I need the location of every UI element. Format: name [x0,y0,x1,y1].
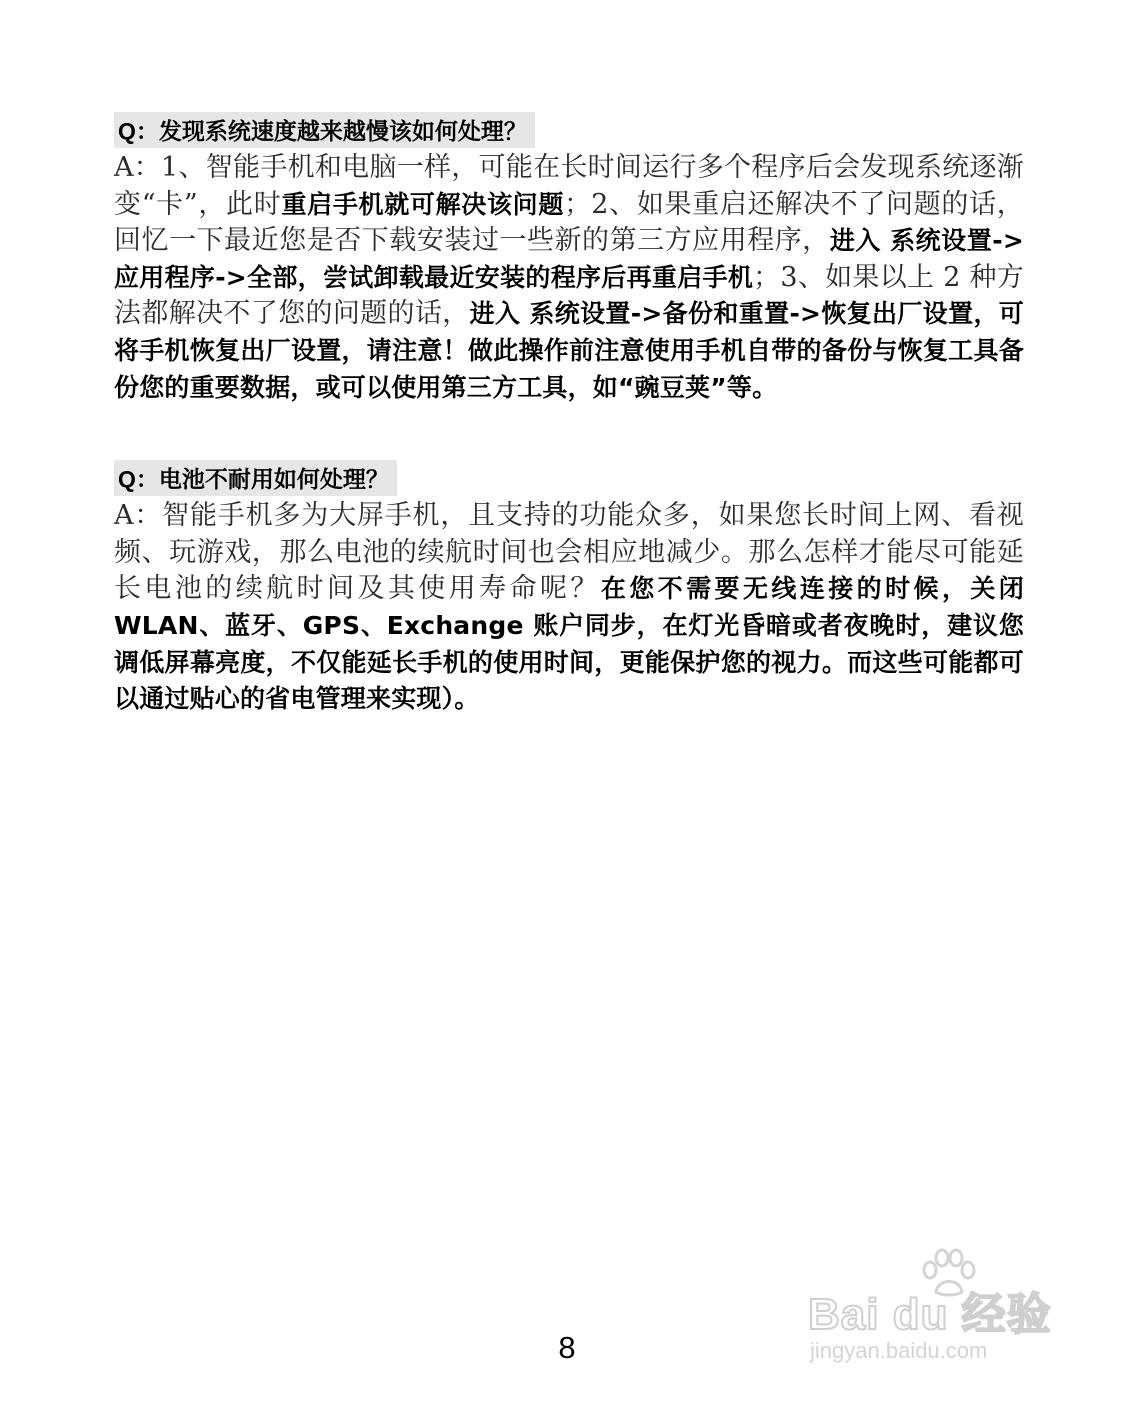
watermark-logo: Bai du 经验 [808,1290,1052,1339]
answer-text: ；3、如果以上 2 种方法都解决不了您的问题的话， [114,261,1025,330]
baidu-watermark [808,1248,1078,1368]
answer-emphasis: 进入 系统设置->应用程序->全部，尝试卸载最近安装的程序后再重启手机 [114,226,1024,292]
answer-paragraph [114,150,1024,406]
answer-paragraph [114,498,1024,718]
watermark-url: jingyan.baidu.com [810,1338,988,1363]
answer-emphasis: 在您不需要无线连接的时候，关闭 WLAN、蓝牙、GPS、Exchange 账户同步，在灯光昏暗或者夜晚时，建议您调低屏幕亮度，不仅能延长手机的使用时间，更能保护您的视力。而这些可能都可以通过贴心的省电管理来实现）。 [114,574,1024,714]
faq-item-1 [114,112,1024,406]
question-heading: Q：发现系统速度越来越慢该如何处理？ [114,112,535,148]
answer-text: A：1、智能手机和电脑一样，可能在长时间运行多个程序后会发现系统逐渐变“卡”，此时 [114,152,1024,220]
document-body [114,112,1024,718]
answer-text: ；2、如果重启还解决不了问题的话，回忆一下最近您是否下载安装过一些新的第三方应用程序， [114,188,1025,257]
page-number: 8 [558,1330,576,1365]
answer-emphasis: 重启手机就可解决该问题 [281,189,565,219]
question-heading: Q：电池不耐用如何处理？ [114,460,397,496]
faq-item-2 [114,460,1024,718]
answer-text: A：智能手机多为大屏手机，且支持的功能众多，如果您长时间上网、看视频、玩游戏，那么电池的续航时间也会相应地减少。那么怎样才能尽可能延长电池的续航时间及其使用寿命呢？ [114,500,1024,605]
answer-emphasis: 进入 系统设置->备份和重置->恢复出厂设置，可将手机恢复出厂设置，请注意！做此操作前注意使用手机自带的备份与恢复工具备份您的重要数据，或可以使用第三方工具，如“豌豆荚”等。 [114,299,1024,402]
